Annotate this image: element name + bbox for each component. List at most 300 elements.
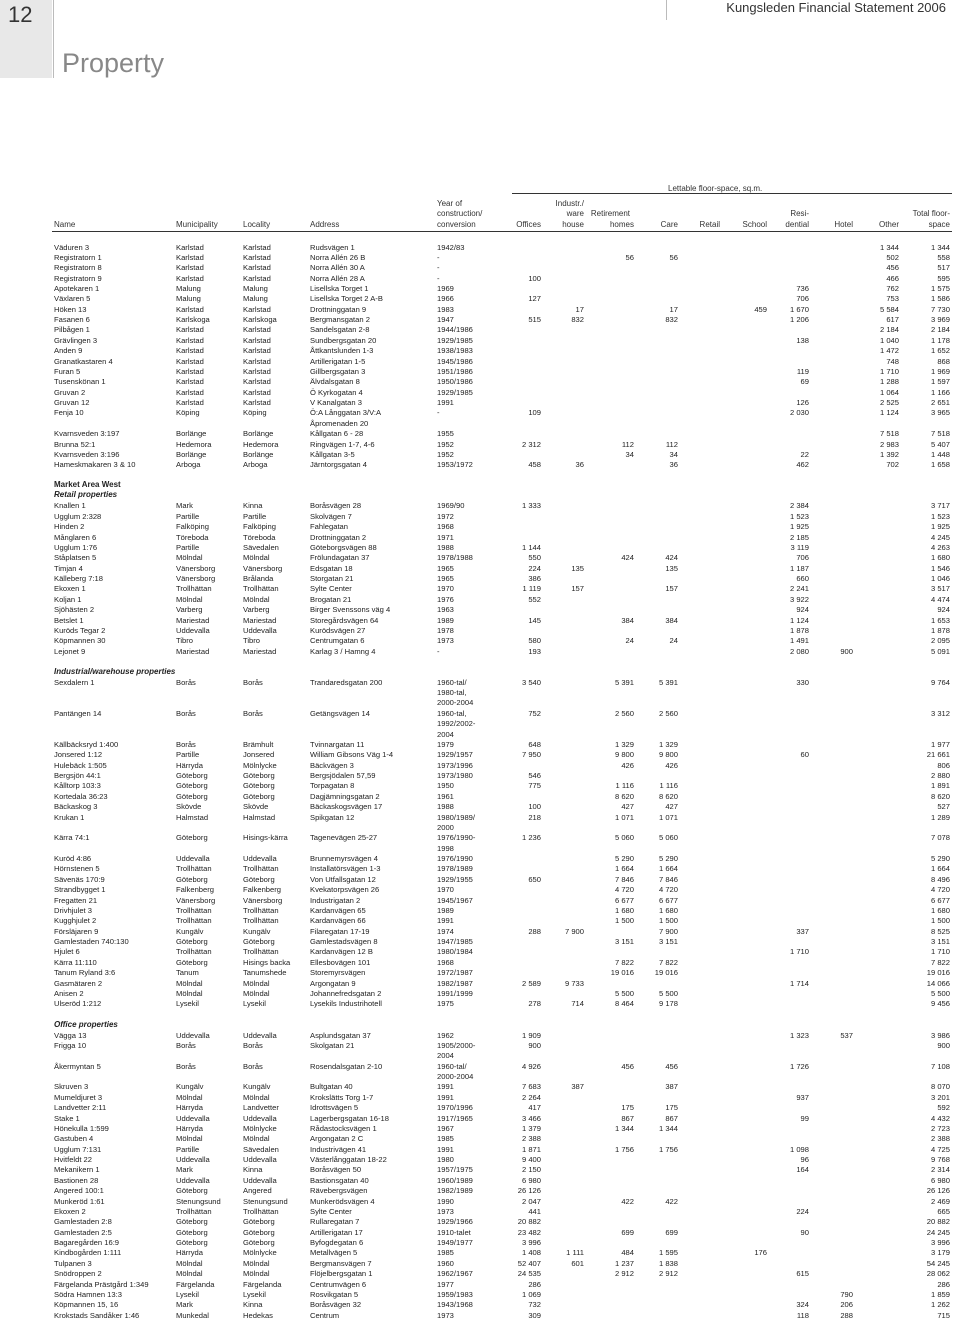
cell-year: 1951/1986 — [437, 367, 473, 376]
cell-total: 4 725 — [930, 1145, 950, 1154]
cell-municipality: Varberg — [176, 605, 203, 614]
cell-name: Bastionen 28 — [54, 1176, 99, 1185]
cell-year: 2000-2004 — [437, 1072, 474, 1081]
cell-municipality: Karlstad — [176, 253, 204, 262]
cell-total: 3 201 — [930, 1093, 950, 1102]
cell-total: 14 066 — [926, 979, 950, 988]
cell-total: 3 986 — [930, 1031, 950, 1040]
table-row — [0, 553, 960, 563]
cell-care: 3 151 — [658, 937, 678, 946]
table-row — [0, 450, 960, 460]
cell-municipality: Karlstad — [176, 346, 204, 355]
cell-locality: Mölndal — [243, 1269, 270, 1278]
cell-residential: 2 241 — [789, 584, 809, 593]
cell-locality: Borås — [243, 1041, 263, 1050]
cell-municipality: Göteborg — [176, 781, 208, 790]
cell-industrial: 7 900 — [564, 927, 584, 936]
cell-municipality: Göteborg — [176, 1228, 208, 1237]
cell-locality: Falkenberg — [243, 885, 281, 894]
cell-care: 6 677 — [658, 896, 678, 905]
cell-locality: Tibro — [243, 636, 261, 645]
cell-address: Norra Allén 28 A — [310, 274, 365, 283]
cell-municipality: Göteborg — [176, 1217, 208, 1226]
cell-total: 1 597 — [930, 377, 950, 386]
header-year-3: conversion — [437, 220, 476, 229]
cell-residential: 1 124 — [789, 616, 809, 625]
cell-year: 1970/1996 — [437, 1103, 473, 1112]
cell-locality: Borlänge — [243, 429, 274, 438]
table-row — [0, 1228, 960, 1238]
cell-address: Industrigatan 2 — [310, 896, 361, 905]
cell-care: 1 664 — [658, 864, 678, 873]
cell-year: 1955 — [437, 429, 454, 438]
cell-name: Sexdalern 1 — [54, 678, 95, 687]
cell-address: Flöjelbergsgatan 1 — [310, 1269, 373, 1278]
cell-municipality: Mölndal — [176, 979, 203, 988]
cell-locality: Tanumshede — [243, 968, 287, 977]
cell-address: Tvinnargatan 11 — [310, 740, 365, 749]
cell-total: 1 878 — [930, 626, 950, 635]
cell-address: Byfogdegatan 6 — [310, 1238, 364, 1247]
cell-municipality: Borlänge — [176, 450, 207, 459]
cell-total: 5 500 — [930, 989, 950, 998]
cell-municipality: Trollhättan — [176, 584, 212, 593]
table-row — [0, 968, 960, 978]
cell-offices: 288 — [528, 927, 541, 936]
table-row — [0, 522, 960, 532]
cell-total: 1 046 — [930, 574, 950, 583]
cell-total: 26 126 — [926, 1186, 950, 1195]
cell-name: Färgelanda Prästgård 1:349 — [54, 1280, 149, 1289]
page-number-box — [0, 0, 52, 78]
cell-name: Gasmätaren 2 — [54, 979, 103, 988]
cell-year: 1991 — [437, 916, 454, 925]
cell-locality: Kinna — [243, 1165, 263, 1174]
table-row — [0, 1165, 960, 1175]
cell-total: 24 245 — [926, 1228, 950, 1237]
cell-address: Göteborgsvägen 88 — [310, 543, 377, 552]
cell-locality: Trollhättan — [243, 864, 279, 873]
cell-retirement: 7 846 — [614, 875, 634, 884]
cell-address: Installatörsvägen 1-3 — [310, 864, 381, 873]
cell-total: 1 977 — [930, 740, 950, 749]
cell-year: 1967 — [437, 1124, 454, 1133]
cell-year: 1970 — [437, 885, 454, 894]
cell-name: Gamlestaden 2:8 — [54, 1217, 112, 1226]
cell-year: 1962/1967 — [437, 1269, 473, 1278]
cell-total: 1 664 — [930, 864, 950, 873]
cell-total: 4 432 — [930, 1114, 950, 1123]
cell-offices: 775 — [528, 781, 541, 790]
cell-total: 1 969 — [930, 367, 950, 376]
cell-year: 1968 — [437, 958, 454, 967]
cell-total: 8 525 — [930, 927, 950, 936]
cell-other: 5 584 — [879, 305, 899, 314]
cell-other: 1 124 — [879, 408, 899, 417]
header-total-1: Total floor- — [912, 209, 950, 218]
cell-offices: 552 — [528, 595, 541, 604]
cell-municipality: Mark — [176, 501, 193, 510]
cell-residential: 224 — [796, 1207, 809, 1216]
cell-total: 595 — [937, 274, 950, 283]
cell-total: 527 — [937, 802, 950, 811]
cell-total: 1 178 — [930, 336, 950, 345]
cell-year: 1917/1965 — [437, 1114, 473, 1123]
cell-locality: Mölndal — [243, 1259, 270, 1268]
cell-locality: Mölnlycke — [243, 1124, 277, 1133]
cell-address: Sylte Center — [310, 1207, 352, 1216]
cell-address: Bergmansvägen 7 — [310, 1259, 372, 1268]
cell-year: 1942/83 — [437, 243, 465, 252]
cell-residential: 1 098 — [789, 1145, 809, 1154]
cell-residential: 22 — [800, 450, 809, 459]
cell-address: V Kanalgatan 3 — [310, 398, 362, 407]
cell-other: 617 — [886, 315, 899, 324]
cell-locality: Mölnlycke — [243, 1248, 277, 1257]
cell-locality: Uddevalla — [243, 854, 277, 863]
cell-total: 2 095 — [930, 636, 950, 645]
cell-municipality: Mölndal — [176, 553, 203, 562]
cell-care: 699 — [665, 1228, 678, 1237]
cell-address: Artillerigatan 17 — [310, 1228, 363, 1237]
cell-address: Lagerbergsgatan 16-18 — [310, 1114, 389, 1123]
cell-total: 1 575 — [930, 284, 950, 293]
table-row — [0, 305, 960, 315]
table-row — [0, 1155, 960, 1165]
cell-care: 1 329 — [658, 740, 678, 749]
cell-total: 3 717 — [930, 501, 950, 510]
cell-industrial: 832 — [571, 315, 584, 324]
cell-address: Drottninggatan 2 — [310, 533, 367, 542]
cell-address: Ö Kyrkogatan 4 — [310, 388, 363, 397]
cell-school: 176 — [754, 1248, 767, 1257]
cell-residential: 2 080 — [789, 647, 809, 656]
table-row — [0, 750, 960, 760]
cell-retirement: 1 329 — [614, 740, 634, 749]
table-row — [0, 398, 960, 408]
cell-name: Ulseröd 1:212 — [54, 999, 102, 1008]
cell-year: 1938/1983 — [437, 346, 473, 355]
cell-name: Angered 100:1 — [54, 1186, 104, 1195]
cell-locality: Borås — [243, 1062, 263, 1071]
cell-hotel: 900 — [840, 647, 853, 656]
cell-offices: 23 482 — [517, 1228, 541, 1237]
cell-residential: 1 878 — [789, 626, 809, 635]
cell-address: Lysekils Industrihotell — [310, 999, 382, 1008]
cell-offices: 52 407 — [517, 1259, 541, 1268]
cell-retirement: 1 344 — [614, 1124, 634, 1133]
table-row — [0, 1051, 960, 1061]
cell-total: 20 882 — [926, 1217, 950, 1226]
cell-offices: 2 388 — [521, 1134, 541, 1143]
cell-offices: 24 535 — [517, 1269, 541, 1278]
cell-address: Birger Svenssons väg 4 — [310, 605, 391, 614]
table-row — [0, 574, 960, 584]
cell-retirement: 2 912 — [614, 1269, 634, 1278]
cell-locality: Vänersborg — [243, 896, 283, 905]
cell-name: Anisen 2 — [54, 989, 84, 998]
cell-retirement: 175 — [621, 1103, 634, 1112]
cell-locality: Göteborg — [243, 937, 275, 946]
cell-name: Tulpanen 3 — [54, 1259, 92, 1268]
cell-locality: Mariestad — [243, 647, 277, 656]
cell-offices: 7 683 — [521, 1082, 541, 1091]
cell-retirement: 1 664 — [614, 864, 634, 873]
cell-year: 1947 — [437, 315, 454, 324]
cell-total: 1 262 — [930, 1300, 950, 1309]
cell-locality: Uddevalla — [243, 1155, 277, 1164]
cell-address: Rosendalsgatan 2-10 — [310, 1062, 383, 1071]
cell-total: 8 070 — [930, 1082, 950, 1091]
table-row — [0, 408, 960, 418]
cell-year: - — [437, 274, 440, 283]
cell-locality: Lysekil — [243, 999, 266, 1008]
cell-hotel: 206 — [840, 1300, 853, 1309]
cell-locality: Stenungsund — [243, 1197, 288, 1206]
cell-year: 1976/1990 — [437, 854, 473, 863]
cell-offices: 2 150 — [521, 1165, 541, 1174]
header-industr-1: Industr./ — [555, 199, 584, 208]
cell-total: 1 546 — [930, 564, 950, 573]
table-row — [0, 1072, 960, 1082]
cell-total: 1 652 — [930, 346, 950, 355]
cell-locality: Brämhult — [243, 740, 274, 749]
cell-total: 3 179 — [930, 1248, 950, 1257]
cell-care: 5 290 — [658, 854, 678, 863]
cell-year: 2004 — [437, 1051, 454, 1060]
cell-total: 7 108 — [930, 1062, 950, 1071]
cell-locality: Sävedalen — [243, 1145, 279, 1154]
cell-year: 1974 — [437, 927, 454, 936]
cell-name: Stake 1 — [54, 1114, 80, 1123]
cell-name: Ugglum 1:76 — [54, 543, 98, 552]
table-row — [0, 325, 960, 335]
cell-name: Ugglum 7:131 — [54, 1145, 102, 1154]
cell-year: 1982/1987 — [437, 979, 473, 988]
cell-name: Grävlingen 3 — [54, 336, 98, 345]
cell-name: Bäckaskog 3 — [54, 802, 98, 811]
cell-name: Gruvan 12 — [54, 398, 90, 407]
cell-locality: Karlstad — [243, 398, 271, 407]
table-row — [0, 844, 960, 854]
cell-other: 466 — [886, 274, 899, 283]
cell-municipality: Göteborg — [176, 792, 208, 801]
cell-locality: Brålanda — [243, 574, 274, 583]
cell-offices: 286 — [528, 1280, 541, 1289]
cell-name: Kindbogården 1:111 — [54, 1248, 122, 1257]
cell-address: Metallvägen 5 — [310, 1248, 358, 1257]
table-row — [0, 460, 960, 470]
cell-address: Getängsvägen 14 — [310, 709, 370, 718]
cell-year: 1945/1986 — [437, 357, 473, 366]
cell-other: 7 518 — [879, 429, 899, 438]
cell-total: 2 651 — [930, 398, 950, 407]
cell-municipality: Falkenberg — [176, 885, 214, 894]
cell-care: 7 900 — [658, 927, 678, 936]
cell-care: 5 060 — [658, 833, 678, 842]
cell-residential: 924 — [796, 605, 809, 614]
cell-locality: Köping — [243, 408, 267, 417]
table-row — [0, 336, 960, 346]
cell-name: Furan 5 — [54, 367, 81, 376]
cell-municipality: Borås — [176, 709, 196, 718]
cell-total: 3 996 — [930, 1238, 950, 1247]
cell-total: 6 980 — [930, 1176, 950, 1185]
cell-locality: Göteborg — [243, 875, 275, 884]
divider — [53, 0, 54, 78]
cell-offices: 100 — [528, 274, 541, 283]
cell-locality: Trollhättan — [243, 916, 279, 925]
cell-name: Växlaren 5 — [54, 294, 91, 303]
cell-locality: Sävedalen — [243, 543, 279, 552]
cell-address: Bultgatan 40 — [310, 1082, 353, 1091]
table-row — [0, 864, 960, 874]
subsection-retail: Retail properties — [54, 490, 118, 499]
cell-municipality: Tanum — [176, 968, 199, 977]
cell-municipality: Karlstad — [176, 388, 204, 397]
cell-total: 1 500 — [930, 916, 950, 925]
cell-retirement: 6 677 — [614, 896, 634, 905]
cell-municipality: Mölndal — [176, 1259, 203, 1268]
cell-year: 1980-tal, — [437, 688, 467, 697]
cell-year: 2000-2004 — [437, 698, 474, 707]
cell-locality: Trollhättan — [243, 1207, 279, 1216]
cell-offices: 515 — [528, 315, 541, 324]
table-row — [0, 958, 960, 968]
page-title: Property — [62, 48, 165, 78]
cell-address: Argongatan 9 — [310, 979, 356, 988]
table-row — [0, 1124, 960, 1134]
cell-locality: Borås — [243, 678, 263, 687]
cell-locality: Göteborg — [243, 792, 275, 801]
cell-residential: 937 — [796, 1093, 809, 1102]
cell-total: 6 677 — [930, 896, 950, 905]
cell-name: Gruvan 2 — [54, 388, 86, 397]
cell-municipality: Göteborg — [176, 875, 208, 884]
cell-year: 1971 — [437, 533, 454, 542]
cell-total: 9 764 — [930, 678, 950, 687]
cell-name: Kuröds Tegar 2 — [54, 626, 106, 635]
cell-offices: 550 — [528, 553, 541, 562]
table-row — [0, 906, 960, 916]
cell-name: Ekoxen 2 — [54, 1207, 86, 1216]
cell-offices: 1 069 — [521, 1290, 541, 1299]
cell-address: Bergsjödalen 57,59 — [310, 771, 376, 780]
cell-year: 1972 — [437, 512, 454, 521]
cell-municipality: Lysekil — [176, 999, 199, 1008]
cell-locality: Falköping — [243, 522, 276, 531]
table-row — [0, 1290, 960, 1300]
cell-name: Kärra 74:1 — [54, 833, 90, 842]
cell-municipality: Mölndal — [176, 595, 203, 604]
cell-address: Trandaredsgatan 200 — [310, 678, 383, 687]
cell-name: Registratorn 8 — [54, 263, 102, 272]
cell-offices: 7 950 — [521, 750, 541, 759]
header-industr-3: house — [562, 220, 584, 229]
cell-residential: 337 — [796, 927, 809, 936]
cell-year: 1962 — [437, 1031, 454, 1040]
cell-residential: 119 — [796, 367, 809, 376]
cell-care: 424 — [665, 553, 678, 562]
header-resi-2: dential — [785, 220, 809, 229]
cell-locality: Göteborg — [243, 781, 275, 790]
table-row — [0, 813, 960, 823]
cell-industrial: 601 — [571, 1259, 584, 1268]
cell-year: 1950/1986 — [437, 377, 473, 386]
cell-offices: 309 — [528, 1311, 541, 1320]
cell-total: 7 518 — [930, 429, 950, 438]
cell-industrial: 157 — [571, 584, 584, 593]
cell-retirement: 8 620 — [614, 792, 634, 801]
cell-municipality: Trollhättan — [176, 864, 212, 873]
cell-locality: Mariestad — [243, 616, 277, 625]
cell-year: 1969 — [437, 284, 454, 293]
cell-year: 1929/1966 — [437, 1217, 473, 1226]
cell-locality: Uddevalla — [243, 626, 277, 635]
cell-municipality: Trollhättan — [176, 947, 212, 956]
table-row — [0, 1280, 960, 1290]
cell-residential: 1 523 — [789, 512, 809, 521]
cell-locality: Mölndal — [243, 553, 270, 562]
cell-locality: Mölndal — [243, 1093, 270, 1102]
table-row — [0, 626, 960, 636]
cell-retirement: 867 — [621, 1114, 634, 1123]
header-year-2: construction/ — [437, 209, 483, 218]
cell-year: 1978 — [437, 626, 454, 635]
cell-year: 1910-talet — [437, 1228, 471, 1237]
cell-address: Gamlestadsvägen 8 — [310, 937, 378, 946]
cell-total: 2 184 — [930, 325, 950, 334]
cell-total: 5 290 — [930, 854, 950, 863]
table-row — [0, 595, 960, 605]
cell-offices: 4 926 — [521, 1062, 541, 1071]
cell-municipality: Tibro — [176, 636, 194, 645]
cell-year: 1977 — [437, 1280, 454, 1289]
cell-year: 1975 — [437, 999, 454, 1008]
cell-year: 1979 — [437, 740, 454, 749]
page-number: 12 — [8, 2, 33, 27]
cell-address: Rävebergsvägen — [310, 1186, 368, 1195]
cell-total: 1 859 — [930, 1290, 950, 1299]
cell-name: Gamlestaden 740:130 — [54, 937, 129, 946]
cell-care: 9 800 — [658, 750, 678, 759]
table-row — [0, 740, 960, 750]
cell-year: 1960 — [437, 1259, 454, 1268]
cell-total: 2 469 — [930, 1197, 950, 1206]
cell-total: 2 880 — [930, 771, 950, 780]
cell-municipality: Göteborg — [176, 958, 208, 967]
table-row — [0, 854, 960, 864]
cell-locality: Karlstad — [243, 325, 271, 334]
cell-name: Källeberg 7:18 — [54, 574, 103, 583]
cell-residential: 164 — [796, 1165, 809, 1174]
cell-care: 5 500 — [658, 989, 678, 998]
cell-municipality: Härryda — [176, 761, 204, 770]
cell-name: Registratorn 9 — [54, 274, 102, 283]
cell-locality: Uddevalla — [243, 1176, 277, 1185]
cell-municipality: Stenungsund — [176, 1197, 221, 1206]
cell-locality: Karlstad — [243, 388, 271, 397]
cell-care: 4 720 — [658, 885, 678, 894]
cell-address: Ringvägen 1-7, 4-6 — [310, 440, 375, 449]
header-address: Address — [310, 220, 340, 229]
cell-address: Storgatan 21 — [310, 574, 354, 583]
cell-address: Bastionsgatan 40 — [310, 1176, 369, 1185]
cell-year: 1945/1967 — [437, 896, 473, 905]
cell-name: Åkermyntan 5 — [54, 1062, 101, 1071]
cell-municipality: Karlstad — [176, 377, 204, 386]
cell-care: 1 680 — [658, 906, 678, 915]
